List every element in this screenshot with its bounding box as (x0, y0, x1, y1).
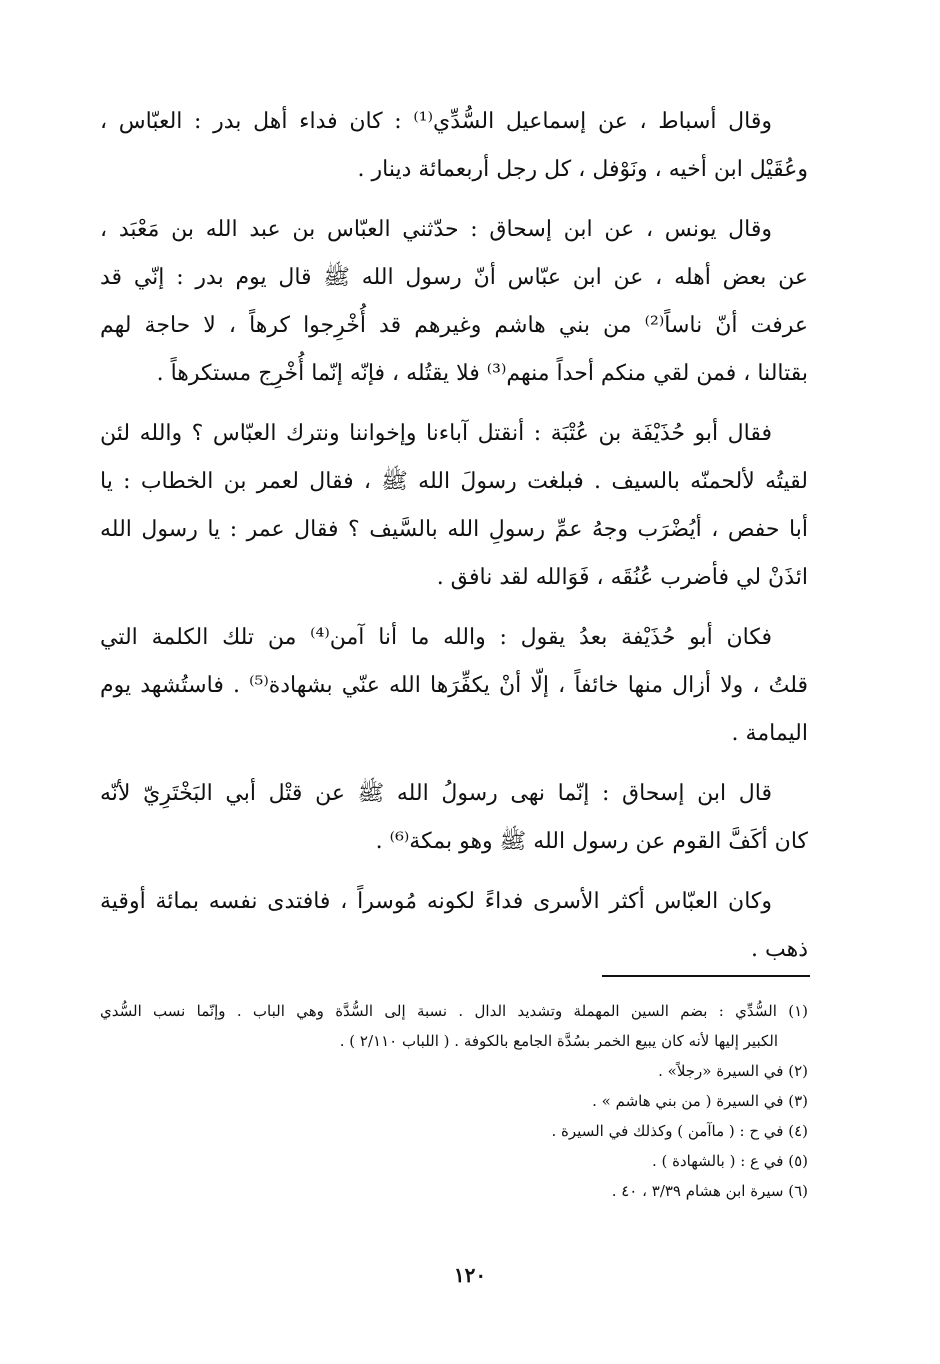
text-line: وعُقَيْل ابن أخيه ، ونَوْفل ، كل رجل أربعمائة دينار . (357, 157, 808, 182)
text-line: ذهب . (751, 937, 808, 962)
text-line: بقتالنا ، فمن لقي منكم أحداً منهم⁽³⁾ فلا يقتُله ، فإنّه إنّما أُخْرِج مستكرهاً . (156, 361, 808, 386)
footnotes (100, 996, 808, 1206)
footnote-1-continuation: الكبير إليها لأنه كان يبيع الخمر بسُدَّة الجامع بالكوفة . ( اللباب ٢/١١٠ ) . (339, 1032, 778, 1050)
text-line: ائذَنْ لي فأضرب عُنُقَه ، فَوَالله لقد نافق . (436, 565, 808, 590)
text-line: وقال أسباط ، عن إسماعيل السُّدِّي⁽¹⁾ : كان فداء أهل بدر : العبّاس ، (100, 109, 772, 134)
footnote-4: (٤) في ح : ( ماآمن ) وكذلك في السيرة . (551, 1122, 808, 1140)
text-line: عرفت أنّ ناساً⁽²⁾ من بني هاشم وغيرهم قد أُخْرِجوا كرهاً ، لا حاجة لهم (100, 313, 808, 338)
paragraph-6 (100, 878, 808, 974)
text-line: قلتُ ، ولا أزال منها خائفاً ، إلّا أنْ يكفِّرَها الله عنّي بشهادة⁽⁵⁾ . فاستُشهد يوم (100, 673, 808, 698)
paragraph-5 (100, 770, 808, 866)
text-line: كان أكَفَّ القوم عن رسول الله ﷺ وهو بمكة⁽⁶⁾ . (375, 829, 808, 854)
footnote-2: (٢) في السيرة «رجلاً» . (658, 1062, 808, 1080)
text-line: لقيتُه لألحمنّه بالسيف . فبلغت رسولَ الله ﷺ ، فقال لعمر بن الخطاب : يا (100, 469, 808, 494)
footnote-1: (١) السُّدِّي : بضم السين المهملة وتشديد الدال . نسبة إلى السُّدَّة وهي الباب . وإنّما نسب السُّدي (100, 1002, 808, 1020)
paragraph-1 (100, 98, 808, 194)
main-text (100, 98, 808, 986)
text-line: اليمامة . (731, 721, 808, 746)
page-number: ١٢٠ (453, 1263, 487, 1287)
paragraph-3 (100, 410, 808, 602)
text-line: فكان أبو حُذَيْفة بعدُ يقول : والله ما أنا آمن⁽⁴⁾ من تلك الكلمة التي (100, 625, 772, 650)
text-line: وكان العبّاس أكثر الأسرى فداءً لكونه مُوسراً ، فافتدى نفسه بمائة أوقية (100, 889, 772, 914)
paragraph-2 (100, 206, 808, 398)
text-line: عن بعض أهله ، عن ابن عبّاس أنّ رسول الله ﷺ قال يوم بدر : إنّي قد (100, 265, 808, 290)
text-line: وقال يونس ، عن ابن إسحاق : حدّثني العبّاس بن عبد الله بن مَعْبَد ، (100, 217, 772, 242)
footnote-5: (٥) في ع : ( بالشهادة ) . (651, 1152, 808, 1170)
text-line: فقال أبو حُذَيْفَة بن عُتْبَة : أنقتل آباءنا وإخواننا ونترك العبّاس ؟ والله لئن (100, 421, 772, 446)
footnote-3: (٣) في السيرة ( من بني هاشم » . (592, 1092, 808, 1110)
footnote-6: (٦) سيرة ابن هشام ٣/٣٩ ، ٤٠ . (611, 1182, 808, 1200)
paragraph-4 (100, 614, 808, 758)
footnote-separator (602, 975, 810, 977)
text-line: قال ابن إسحاق : إنّما نهى رسولُ الله ﷺ عن قتْل أبي البَخْتَرِيّ لأنّه (100, 781, 772, 806)
text-line: أبا حفص ، أيُضْرَب وجهُ عمِّ رسولِ الله بالسَّيف ؟ فقال عمر : يا رسول الله (100, 517, 808, 542)
